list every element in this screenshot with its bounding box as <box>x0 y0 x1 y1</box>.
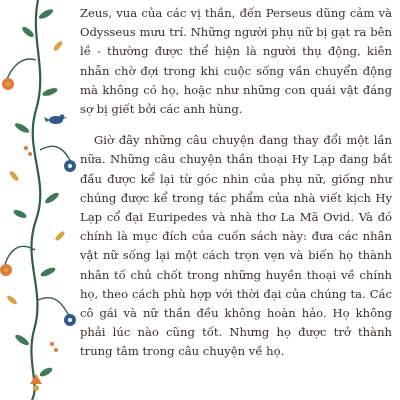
leaf-icon <box>6 40 66 306</box>
paragraph-1: Zeus, vua của các vị thần, đến Perseus dũng cảm và Odysseus mưu trí. Những người phụ nữ bị gạt ra bên lề - thường được thể hiện là người thụ động, kiên nhẫn chờ đợi trong khi cuộc sống vần chuyển động mà không có họ, hoặc như những con quái vật đáng sợ bị giết bởi các anh hùng. <box>80 6 392 117</box>
vine-border <box>0 0 78 400</box>
flower-icon <box>0 264 12 276</box>
flower-icon <box>64 314 76 326</box>
vine-branch <box>38 298 70 318</box>
berry-icon <box>24 146 58 352</box>
paragraph-2: Giờ đây những câu chuyện đang thay đổi một lần nữa. Những câu chuyện thần thoại Hy Lạp đang bắt đầu được kể lại từ góc nhìn của phụ nữ, giống như chúng được kể trong tác phẩm của nhà viết kịch Hy Lạp cổ đại Euripedes và nhà thơ La Mã Ovid. Và đó chính là mục đích của cuốn sách này: đưa các nhân vật nữ sống lại một cách trọn vẹn và biến họ thành nhân tố chủ chốt trong những huyền thoại về chính họ, theo cách phù hợp với thời đại của chúng ta. Các cô gái và nữ thần đều không hoàn hảo. Họ không phải lúc nào cũng tốt. Nhưng họ được trở thành trung tâm trong câu chuyện về họ. <box>80 133 392 359</box>
flower-icon <box>64 160 76 172</box>
bird-icon <box>44 114 68 124</box>
flower-icon <box>2 78 14 90</box>
flower-icon <box>30 374 42 391</box>
body-text <box>80 4 392 362</box>
